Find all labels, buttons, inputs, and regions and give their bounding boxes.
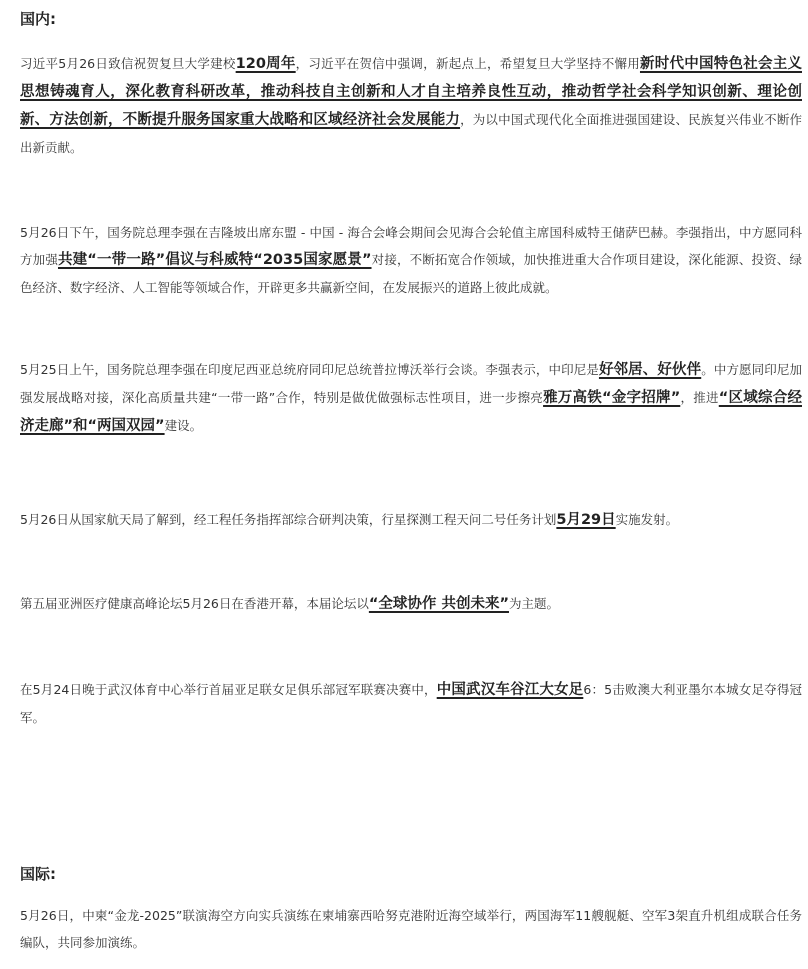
body-text: 实施发射。 — [615, 512, 679, 527]
highlighted-phrase: 雅万高铁“金字招牌” — [543, 390, 681, 406]
news-item — [20, 356, 802, 440]
news-item — [20, 506, 802, 534]
highlighted-phrase: 120周年 — [235, 56, 296, 72]
news-item — [20, 50, 802, 161]
body-text: 第五届亚洲医疗健康高峰论坛5月26日在香港开幕，本届论坛以 — [20, 596, 369, 611]
body-text: 5月26日从国家航天局了解到，经工程任务指挥部综合研判决策，行星探测工程天问二号任务计划 — [20, 512, 557, 527]
news-item — [20, 902, 802, 956]
news-item — [20, 219, 802, 301]
body-text: 对接，不断拓宽合作领域，加快推进重大合作项目建设，深化能源、投资、绿色经济、数字经济、人工智能等领域合作，开辟更多共赢新空间，在发展振兴的道路上彼此成就。 — [20, 252, 802, 295]
body-text: 为主题。 — [508, 596, 559, 611]
highlighted-phrase: 5月29日 — [556, 512, 616, 528]
news-item — [20, 676, 802, 731]
body-text: ，为以中国式现代化全面推进强国建设、民族复兴伟业不断作出新贡献。 — [20, 112, 802, 155]
domestic-heading: 国内: — [20, 10, 56, 28]
highlighted-phrase: “全球协作 共创未来” — [368, 596, 509, 612]
highlighted-phrase: 中国武汉车谷江大女足 — [436, 682, 584, 698]
body-text: 。中方愿同印尼加强发展战略对接，深化高质量共建“一带一路”合作，特别是做优做强标志性项目，进一步擦亮 — [20, 362, 802, 405]
body-text: 5月25日上午，国务院总理李强在印度尼西亚总统府同印尼总统普拉博沃举行会谈。李强表示，中印尼是 — [20, 362, 599, 377]
body-text: 5月26日，中柬“金龙-2025”联演海空方向实兵演练在柬埔寨西哈努克港附近海空域举行，两国海军11艘舰艇、空军3架直升机组成联合任务编队，共同参加演练。 — [20, 908, 802, 950]
body-text: 建设。 — [164, 418, 203, 433]
body-text: ，习近平在贺信中强调，新起点上，希望复旦大学坚持不懈用 — [295, 56, 640, 71]
body-text: 5月26日下午，国务院总理李强在吉隆坡出席东盟 - 中国 - 海合会峰会期间会见海合会轮值主席国科威特王储萨巴赫。李强指出，中方愿同科方加强 — [20, 225, 802, 267]
body-text: 6：5击败澳大利亚墨尔本城女足夺得冠军。 — [20, 682, 802, 725]
body-text: 习近平5月26日致信祝贺复旦大学建校 — [20, 56, 236, 71]
body-text: ，推进 — [680, 390, 719, 405]
highlighted-phrase: 新时代中国特色社会主义思想铸魂育人，深化教育科研改革，推动科技自主创新和人才自主培养良性互动，推动哲学社会科学知识创新、理论创新、方法创新，不断提升服务国家重大战略和区域经济社会发展能力 — [20, 56, 802, 128]
news-item — [20, 590, 802, 618]
body-text: 在5月24日晚于武汉体育中心举行首届亚足联女足俱乐部冠军联赛决赛中， — [20, 682, 437, 697]
highlighted-phrase: 共建“一带一路”倡议与科威特“2035国家愿景” — [57, 252, 372, 268]
highlighted-phrase: 好邻居、好伙伴 — [598, 362, 702, 378]
highlighted-phrase: “区域综合经济走廊”和“两国双园” — [20, 390, 802, 434]
international-heading: 国际: — [20, 865, 56, 883]
